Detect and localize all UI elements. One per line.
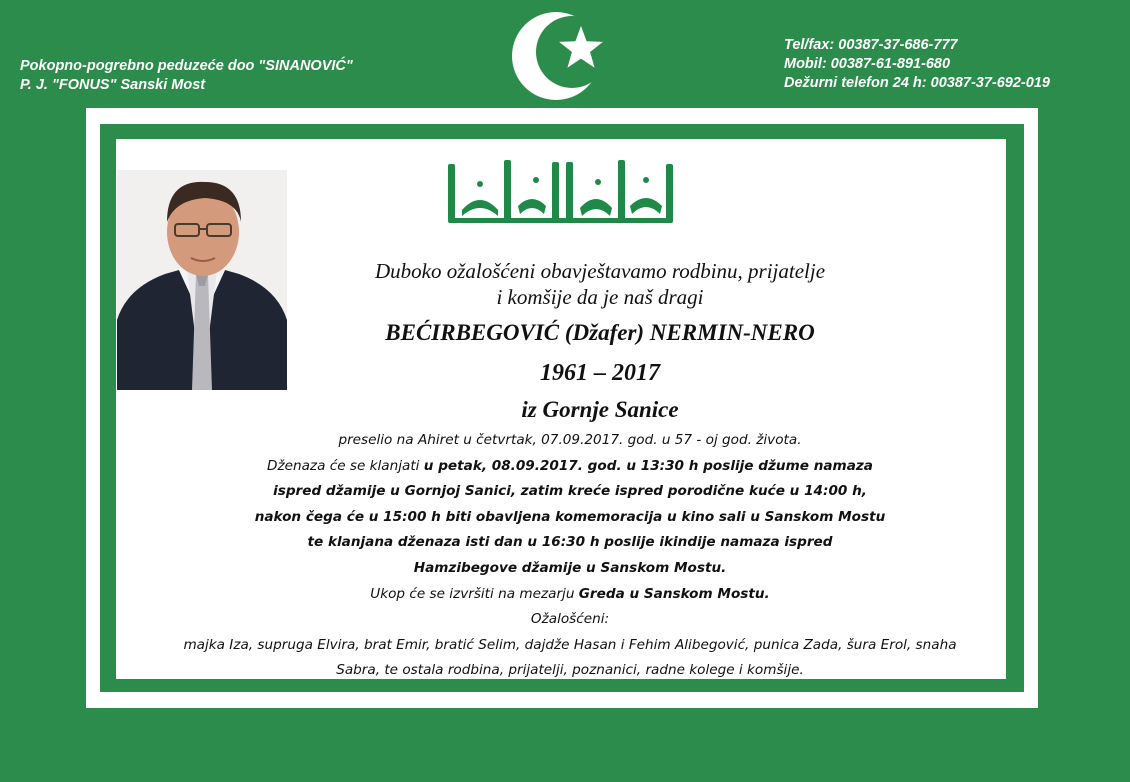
burial-place: Greda u Sanskom Mostu. (578, 585, 770, 602)
notice-body (130, 428, 1010, 684)
crescent-star-icon (510, 8, 614, 102)
tel-fax: Tel/fax: 00387-37-686-777 (784, 37, 958, 53)
origin-place: iz Gornje Sanice (521, 397, 679, 422)
intro-line-1: Duboko ožalošćeni obavještavamo rodbinu, prijatelje (374, 259, 826, 283)
funeral-line-1 (130, 454, 1010, 480)
passing-line: preselio na Ahiret u četvrtak, 07.09.2017. god. u 57 - oj god. života. (338, 432, 802, 448)
portrait-photo (117, 170, 287, 390)
funeral-line-2: ispred džamije u Gornjoj Sanici, zatim kreće ispred porodične kuće u 14:00 h, (273, 483, 867, 500)
burial-intro: Ukop će se izvršiti na mezarju (370, 585, 579, 602)
funeral-line-4: te klanjana dženaza isti dan u 16:30 h poslije ikindije namaza ispred (307, 534, 833, 551)
company-name: Pokopno-pogrebno peduzeće doo "SINANOVIĆ" (20, 58, 353, 74)
company-info (20, 57, 353, 95)
deceased-name: BEĆIRBEGOVIĆ (Džafer) NERMIN-NERO (385, 320, 815, 345)
funeral-line-5: Hamzibegove džamije u Sanskom Mostu. (413, 559, 727, 576)
life-years: 1961 – 2017 (540, 360, 660, 386)
funeral-date: u petak, 08.09.2017. god. u 13:30 h poslije džume namaza (423, 457, 873, 474)
intro-line-2: i komšije da je naš dragi (496, 285, 704, 309)
contact-info (784, 36, 1050, 93)
arabic-calligraphy (440, 150, 680, 230)
burial-line (130, 582, 1010, 608)
mourners-line-1: majka Iza, supruga Elvira, brat Emir, bratić Selim, dajdže Hasan i Fehim Alibegović, punica Zada, šura Erol, snaha (183, 636, 957, 653)
mobile-phone: Mobil: 00387-61-891-680 (784, 56, 951, 72)
duty-phone: Dežurni telefon 24 h: 00387-37-692-019 (784, 75, 1050, 91)
mourners-label: Ožalošćeni: (530, 611, 610, 628)
intro-text (300, 258, 900, 310)
funeral-line-3: nakon čega će u 15:00 h biti obavljena komemoracija u kino sali u Sanskom Mostu (254, 508, 886, 525)
funeral-intro: Dženaza će se klanjati (267, 457, 424, 474)
mourners-line-2: Sabra, te ostala rodbina, prijatelji, poznanici, radne kolege i komšije. (336, 662, 804, 679)
company-branch: P. J. "FONUS" Sanski Most (20, 77, 206, 93)
